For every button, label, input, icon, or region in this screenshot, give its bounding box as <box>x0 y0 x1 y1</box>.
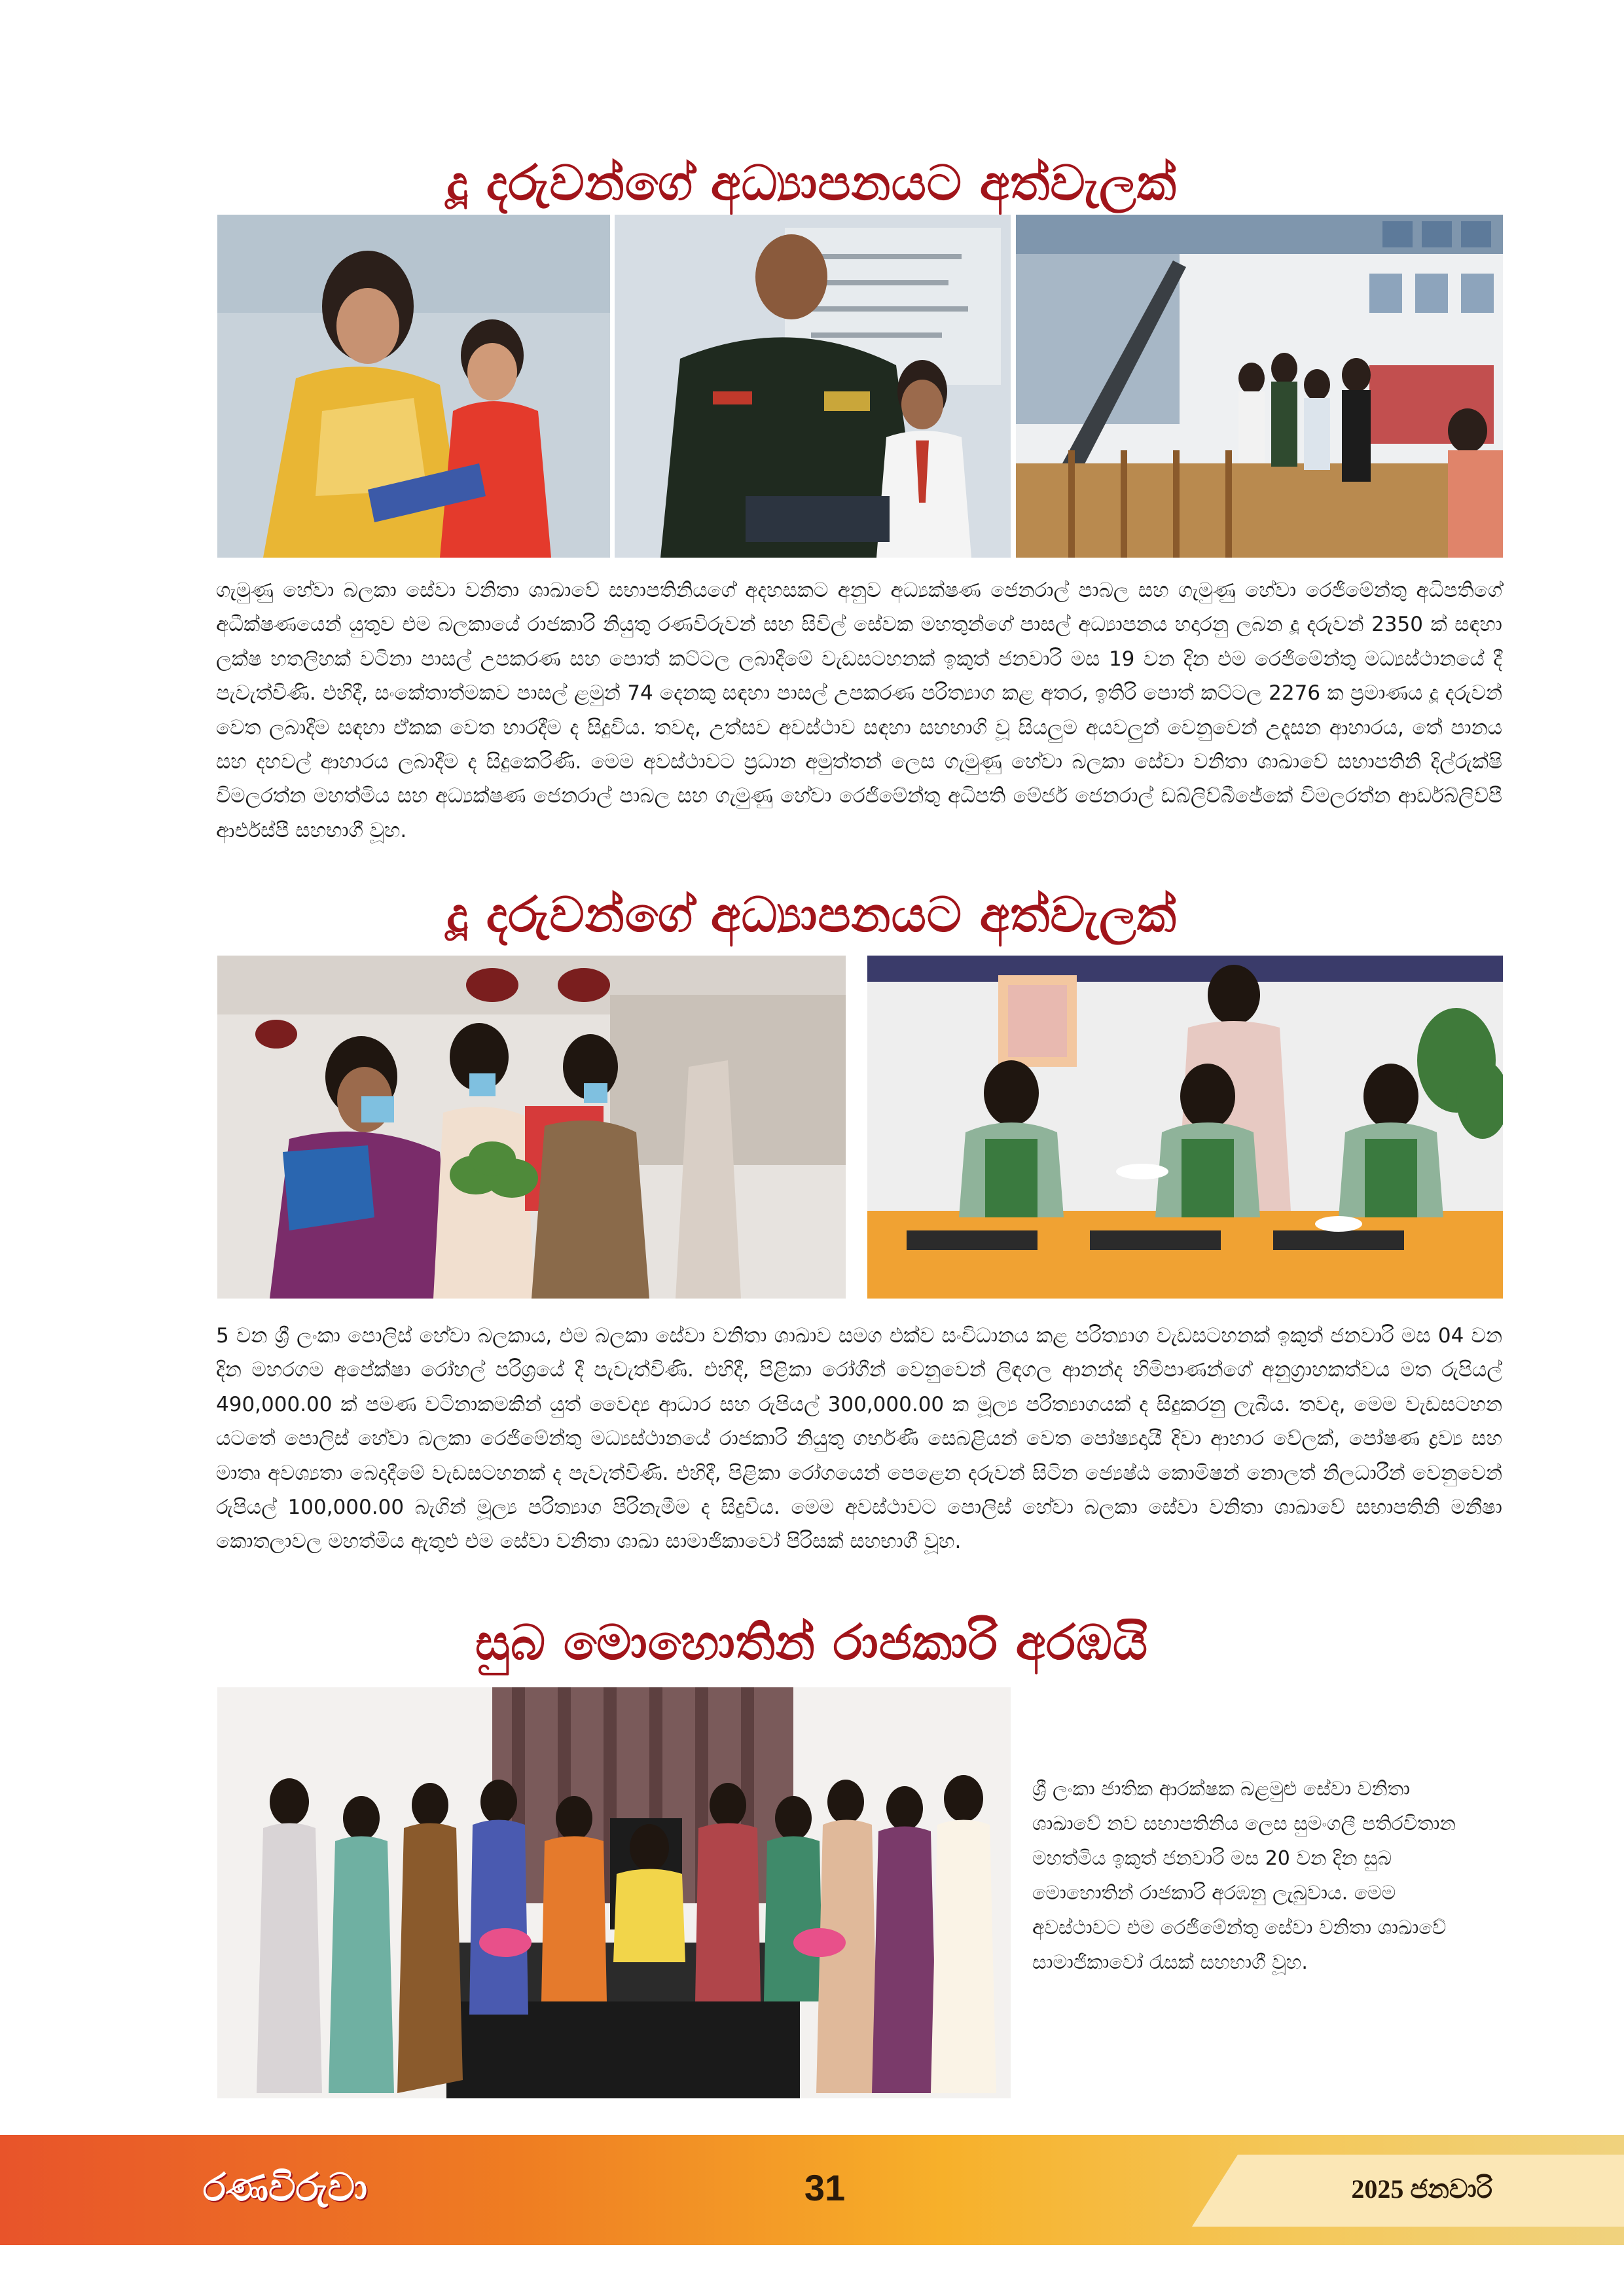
article-2-body: 5 වන ශ්‍රී ලංකා පොලිස් හේවා බලකාය, එම බලකා සේවා වනිතා ශාඛාව සමග එක්ව සංවිධානය කළ පරිත්‍යාග වැඩසටහනක් ඉකුත් ජනවාරි මස 04 වන දින මහරගම අපේක්ෂා රෝහල් පරිශ්‍රයේ දී පැවැත්විණි. එහිදී, පිළිකා රෝගීන් වෙනුවෙන් ලිඳගල ආනන්ද හිමිපාණන්ගේ අනුග්‍රාහකත්වය මත රුපියල් 490,000.00 ක් පමණ වටිනාකමකින් යුත් වෛද්‍ය ආධාර සහ රුපියල් 300,000.00 ක මූල්‍ය පරිත්‍යාගයක් ද සිදුකරනු ලැබීය. තවද, මෙම වැඩසටහන යටතේ පොලිස් හේවා බලකා රෙජිමේන්තු මධ්‍යස්ථානයේ රාජකාරි නියුතු ගර්භණී සෙබළියන් වෙත පෝෂ්‍යදායී දිවා ආහාර වේලක්, පෝෂණ ද්‍රව්‍ය සහ මාතෘ අවශ්‍යතා බෙදාදීමේ වැඩසටහනක් ද පැවැත්විණි. එහිදී, පිළිකා රෝගයෙන් පෙළෙන දරුවන් සිටින ජ්‍යෙෂ්ඨ කොමිෂන් නොලත් නිලධාරීන් වෙනුවෙන් රුපියල් 100,000.00 බැගින් මූල්‍ය පරිත්‍යාග පිරිනැමීම ද සිදුවිය. මෙම අවස්ථාවට පොලිස් හේවා බලකා සේවා වනිතා ශාඛාවේ සභාපතිනි මනීෂා කොතලාවල මහත්මිය ඇතුළු එම සේවා වනිතා ශාඛා සාමාජිකාවෝ පිරිසක් සහභාගී වූහ. <box>216 1324 1502 1554</box>
issue-date: 2025 ජනවාරි <box>1351 2174 1492 2204</box>
article-1-headline: දූ දරුවන්ගේ අධ්‍යාපනයට අත්වැලක් <box>446 155 1177 211</box>
group-photo-office <box>217 1687 1011 2098</box>
donation-handover-photo <box>217 956 846 1299</box>
museum-visit-photo <box>1016 215 1503 558</box>
serving-meal-photo <box>867 956 1503 1299</box>
page-number: 31 <box>804 2167 846 2208</box>
magazine-logo: රණවිරුවා <box>203 2165 368 2210</box>
woman-and-child-photo <box>217 215 610 558</box>
article-3-headline: සුබ මොහොතින් රාජකාරි අරඹයි <box>475 1615 1149 1671</box>
article-3-body: ශ්‍රී ලංකා ජාතික ආරක්ෂක බළමුළු සේවා වනිතා ශාඛාවේ නව සභාපතිනිය ලෙස සුමංගලී පතිරවිතාන මහත්මිය ඉකුත් ජනවාරි මස 20 වන දින සුබ මොහොතින් රාජකාරි අරඹනු ලැබුවාය. මෙම අවස්ථාවට එම රෙජිමේන්තු සේවා වනිතා ශාඛාවේ සාමාජිකාවෝ රැසක් සහභාගී වූහ. <box>1032 1778 1456 1974</box>
officer-with-schoolgirl-photo <box>615 215 1011 558</box>
article-2-headline: දූ දරුවන්ගේ අධ්‍යාපනයට අත්වැලක් <box>446 887 1177 943</box>
article-1-body: ගැමුණු හේවා බලකා සේවා වනිතා ශාඛාවේ සභාපතිනියගේ අදහසකට අනුව අධ්‍යක්ෂණ ජෙනරාල් පාබල සහ ගැමුණු හේවා රෙජිමේන්තු අධිපතිගේ අධීක්ෂණයෙන් යුතුව එම බලකායේ රාජකාරි නියුතු රණවිරුවන් සහ සිවිල් සේවක මහතුන්ගේ පාසල් අධ්‍යාපනය හදාරනු ලබන දූ දරුවන් 2350 ක් සඳහා ලක්ෂ හතලිහක් වටිනා පාසල් උපකරණ සහ පොත් කට්ටල ලබාදීමේ වැඩසටහනක් ඉකුත් ජනවාරි මස 19 වන දින එම රෙජිමේන්තු මධ්‍යස්ථානයේ දී පැවැත්විණි. එහිදී, සංකේතාත්මකව පාසල් ළමුන් 74 දෙනකු සඳහා පාසල් උපකරණ පරිත්‍යාග කළ අතර, ඉතිරි පොත් කට්ටල 2276 ක ප්‍රමාණය දූ දරුවන් වෙත ලබාදීම සඳහා ඒකක වෙත භාරදීම ද සිදුවිය. තවද, උත්සව අවස්ථාව සඳහා සහභාගි වූ සියලුම අයවලුන් වෙනුවෙන් උදෑසන ආහාරය, තේ පානය සහ දහවල් ආහාරය ලබාදීම ද සිදුකෙරිණි. මෙම අවස්ථාවට ප්‍රධාන අමුත්තන් ලෙස ගැමුණු හේවා බලකා සේවා වනිතා ශාඛාවේ සභාපතිනි දිල්රුක්ෂි විමලරත්න මහත්මිය සහ අධ්‍යක්ෂණ ජෙනරාල් පාබල සහ ගැමුණු හේවා රෙජිමේන්තු අධිපති මේජර් ජෙනරාල් ඩබ්ලිව්බීජේකේ විමලරත්න ආර්ඩබ්ලිව්පී ආර්එස්පී සහභාගී වූහ. <box>216 579 1502 842</box>
